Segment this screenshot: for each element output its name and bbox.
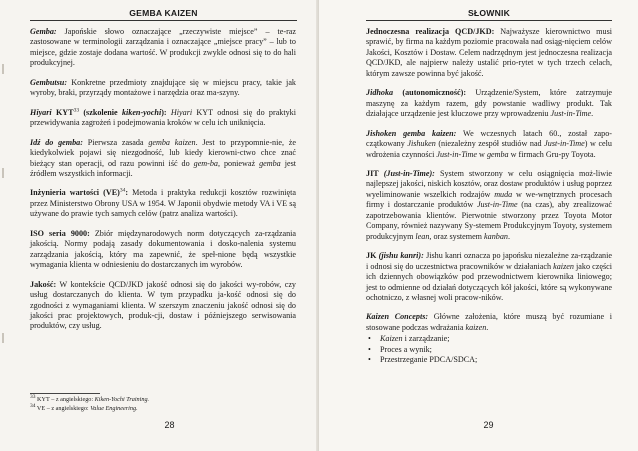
entry-text: . [486,322,489,332]
entry-text-italic: kaizen [465,322,487,332]
bullet-icon: • [368,344,371,354]
right-page [319,0,638,451]
footnote-number: 33 [30,393,36,400]
entry-text-italic: gemba kaizen [148,137,196,147]
entry-text: Główne założenia, które muszą być rozumiane i stosowane podczas wdrażania [366,312,612,332]
entry-text-italic: Just-in-Time [544,139,585,149]
entry-text: , ponieważ [218,158,260,168]
footnote-text-italic: Kiken-Yochi Training. [94,396,150,403]
entry-term: Idź do gemba: [30,137,83,147]
footnote [30,402,296,414]
page-edge-mark [2,168,4,178]
entry-term: : [125,188,129,198]
entry-text-italic: Just-in-Time [476,200,518,210]
entry-text: System stworzony w celu osiągnięcia moż-liwie najlepszej jakości, niskich kosztów, oraz dostaw produktów i usług poprzez wyeliminowanie wszelkich rodzajów [366,168,612,199]
entry-text-italic: Just-in-Time [436,149,478,159]
list-item-text: Proces a wynik; [380,344,432,354]
footnote-ref: 33 [73,107,80,113]
entry-text: . [591,109,594,119]
glossary-entry [30,280,296,332]
footnote-divider [30,393,100,394]
bullet-icon: • [368,334,371,344]
entry-text: Zbiór międzynarodowych norm dotyczących za-rządzania jakością. Normy podają zasady dokumentowania i dosko-nalenia systemu zarządzania jakością, który ma zapewnić, że speł-nione będą wszystkie wymagania klienta w odniesieniu do dostarczanych im wyrobów. [30,228,296,270]
footnote-text: KYT – z angielskiego: [35,396,95,403]
entry-term: Jidhoka [366,88,394,98]
entry-term: (szkolenie [79,107,122,117]
entry-text: w we-wnętrznych procesach firmy i dostarczanie produktów [366,189,612,210]
entry-text-italic: lean [415,231,430,241]
entry-text: jest źródłem wszystkich informacji. [30,158,296,178]
entry-term: JK [366,251,377,261]
entry-term: (jishu kanri): [376,251,424,261]
glossary-entry [366,312,612,333]
glossary-entry [366,251,612,303]
entry-text: Japońskie słowo oznaczające „rzeczywiste miejsce” – te-raz zastosowane w terminologii zarządzania i oznaczające „miejsce pracy” – lub to miejsce, gdzie zostaje dodana wartość. W produkcji zwykle odnosi się to do hali produkcyjnej. [30,27,296,68]
running-head: GEMBA KAIZEN [30,8,297,21]
left-text-column [30,27,296,341]
glossary-entry [30,78,296,99]
entry-text-italic: gem-ba [193,158,218,168]
right-text-column [366,27,612,366]
entry-text: , oraz systemem [429,231,485,241]
entry-text: Konkretne przedmioty znajdujące się w miejscu pracy, takie jak wyroby, braki, przyrządy montażowe i narzędzia oraz ma-szyny. [30,77,296,98]
list-item [366,334,612,344]
entry-text: We wczesnych latach 60., został zapo-czątkowany [366,128,612,149]
entry-text: KYT odnosi się do praktyki przewidywania zagrożeń i podejmowania kroków w celu ich uniknięcia. [30,107,297,128]
glossary-entry [30,108,296,129]
entry-term: ): [161,107,167,117]
entry-term: Jednoczesna realizacja QCD/JKD: [366,27,495,36]
list-item-text: i zarządzanie; [402,334,450,344]
entry-term: JIT [366,168,379,178]
entry-term: Kaizen Concepts: [366,312,429,322]
entry-text: Najważysze kierownictwo musi sprawić, by firma na każdym poziomie pracowała nad osiąg-nięciem celów Jakości, Kosztów i Dostaw. Celem nadrzędnym jest jednoczesna realizacja QCD/JKD, ale najpierw należy ustalić prio-rytet w tych trzech celach, którym zawsze powinna być jakość. [366,27,612,78]
entry-text: . Jest to przypomnie-nie, że kiedykolwiek pojawi się niezgodność, lub kiedy kierowni-ctwo chce znać bieżący stan operacji, od razu powinni iść do [30,137,296,168]
footnote-text-italic: Value Engineering. [90,404,138,412]
list-item-text: Przestrzeganie PDCA/SDCA; [380,355,478,365]
glossary-entry [30,27,296,69]
entry-term: Inżynieria wartości (VE) [30,188,120,198]
entry-text: jako części ich dziennych obowiązków pod przewodnictwem kierownika liniowego; jest to odmienne od działań dotyczących kół jakości, które są wykonywane ochotniczo, z własnej woli pracow-ników. [366,261,612,302]
footnote-number: 34 [30,402,36,409]
glossary-entry [30,229,296,271]
entry-term: Jakość: [30,279,57,289]
entry-term: (autonomiczność): [393,88,467,98]
glossary-entry [366,169,612,242]
entry-term: Jishoken gemba kaizen: [366,128,457,138]
entry-text: (na czas), aby zrealizować zapotrzebowania klientów. Pierwotnie stworzony przez Toyota Motor Company, również nazywany Sy-stemem Produkcyjnym Toyoty, systemem produkcyjnym [366,200,612,241]
entry-term: Hiyari [30,107,52,117]
footnote [30,393,296,405]
entry-text: Pierwsza zasada [82,137,149,147]
entry-term: (Just-in-Time): [378,168,435,178]
entry-text-italic: muda [494,189,513,199]
entry-term: kiken-yochi [121,107,162,117]
entry-term: KYT [51,107,74,117]
glossary-entry [366,129,612,160]
list-item-italic: Kaizen [380,334,403,344]
entry-text-italic: gemba [259,158,281,168]
running-head: SŁOWNIK [366,8,612,21]
list-item [366,345,612,355]
entry-text-italic: gemba [486,149,509,159]
glossary-entry [366,88,612,119]
page-edge-mark [2,64,4,74]
footnotes [30,393,296,413]
list-item [366,355,612,365]
entry-text: Metoda i praktyka redukcji kosztów rozwinięta przez Ministerstwo Obrony USA w 1954. W Japonii obydwie metody VA i VE są używane do prawie tych samych celów (patrz analiza wartości). [30,188,297,219]
entry-text: w firmach Gru-py Toyota. [508,149,596,159]
entry-term: Gembutsu: [30,77,68,87]
entry-text: (niezależny zespół studiów nad [435,139,545,149]
bullet-list [366,334,612,365]
page-edge-mark [2,333,4,343]
glossary-entry [366,27,612,79]
footnote-text: VE – z angielskiego: [35,404,91,412]
entry-text-italic: Just-in-Time [550,109,592,119]
entry-text-italic: kaizen [553,261,574,271]
footnote-ref: 34 [119,187,126,194]
entry-text: . [507,231,510,241]
bullet-icon: • [368,355,371,365]
entry-text-italic: kanban [484,231,508,241]
glossary-entry [30,138,296,180]
entry-text: W kontekście QCD/JKD jakość odnosi się do jakości wy-robów, czy usług dostarczanych do klienta. W tym przypadku ja-kość odnosi się do zgodności z wymaganiami klienta. W szerszym znaczeniu jakość odnosi się do jakości prac projektowych, produk-cji, dostaw i późniejszego serwisowania produktów, czy usług. [30,279,296,331]
entry-text-italic: Hiyari [170,107,193,117]
entry-term: Gemba: [30,27,57,36]
page-number: 28 [164,420,175,430]
entry-text: ) w celu wdrożenia czynności [366,139,612,159]
entry-text-italic: Jishuken [407,139,436,149]
entry-text: Urządzenie/System, które zatrzymuje maszynę za każdym razem, gdy powstanie wadliwy produkt. Tak działające urządzenie jest kluczowe przy wprowadzeniu [366,88,612,119]
glossary-entry [30,188,296,219]
entry-term: ISO seria 9000: [30,228,90,238]
entry-text: w [477,149,487,159]
entry-text: Jishu kanri oznacza po japońsku niezależne za-rządzanie i odnosi się do uczestnictwa pracowników w działaniach [366,251,612,271]
page-number: 29 [483,420,494,430]
